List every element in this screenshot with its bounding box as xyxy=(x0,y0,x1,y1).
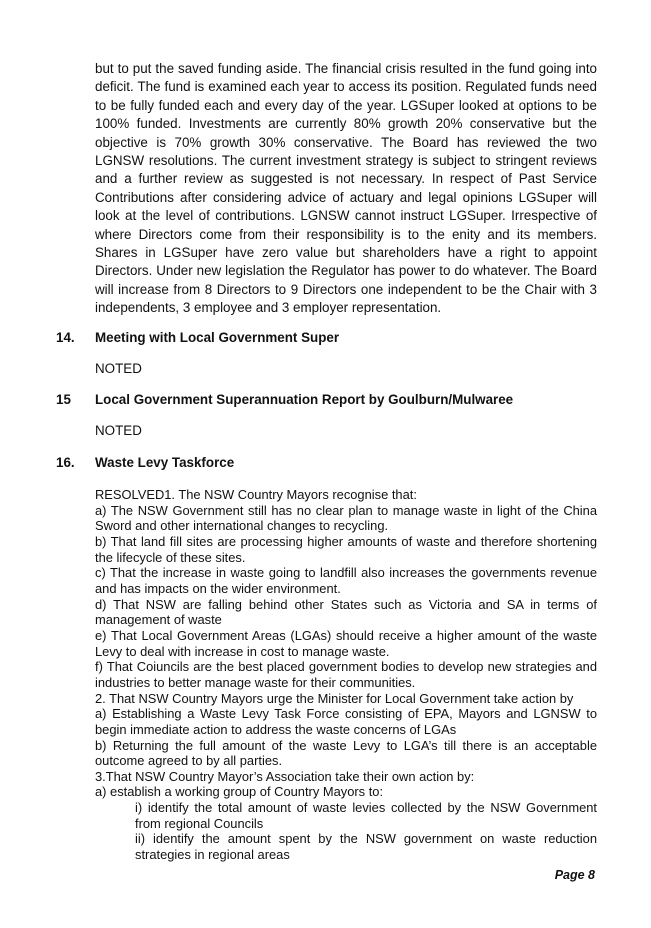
resolution-point-e: e) That Local Government Areas (LGAs) should receive a higher amount of the waste Levy to deal with increase in cost to manage waste. xyxy=(95,627,597,659)
intro-paragraph: but to put the saved funding aside. The financial crisis resulted in the fund going into deficit. The fund is examined each year to access its position. Regulated funds need to be fully funded each and every day of the year. LGSuper looked at options to be 100% funded. Investments are currently 80% growth 20% conservative but the objective is 70% growth 30% conservative. The Board has reviewed the two LGNSW resolutions. The current investment strategy is subject to stringent reviews and a further review as suggested is not necessary. In respect of Past Service Contributions after considering advice of actuary and legal opinions LGSuper will look at the level of contributions. LGNSW cannot instruct LGSuper. Irrespective of where Directors come from their responsibility is to the enity and its members. Shares in LGSuper have zero value but shareholders have a right to appoint Directors. Under new legislation the Regulator has power to do whatever. The Board will increase from 8 Directors to 9 Directors one independent to be the Chair with 3 independents, 3 employee and 3 employer representation. xyxy=(95,61,597,316)
resolution-point-2a: a) Establishing a Waste Levy Task Force consisting of EPA, Mayors and LGNSW to begin immediate action to address the waste concerns of LGAs xyxy=(95,706,597,737)
resolution-point-2b: b) Returning the full amount of the waste Levy to LGA’s till there is an acceptable outcome agreed to by all parties. xyxy=(95,737,597,769)
item-15-number: 15 xyxy=(56,392,71,407)
resolution-point-3a: a) establish a working group of Country Mayors to: xyxy=(95,784,384,800)
resolution-point-a: a) The NSW Government still has no clear plan to manage waste in light of the China Sword and other international changes to recycling. xyxy=(95,502,597,534)
item-15-heading xyxy=(56,392,513,407)
item-14-heading xyxy=(56,330,339,345)
resolution-point-3a-i: i) identify the total amount of waste levies collected by the NSW Government from regional Councils xyxy=(135,800,597,831)
resolution-point-3a-ii: ii) identify the amount spent by the NSW government on waste reduction strategies in regional areas xyxy=(135,831,597,863)
resolution-point-d: d) That NSW are falling behind other States such as Victoria and SA in terms of management of waste xyxy=(95,596,597,628)
resolution-point-2: 2. That NSW Country Mayors urge the Minister for Local Government take action by xyxy=(95,690,574,706)
item-16-heading xyxy=(56,455,234,470)
resolution-point-b: b) That land fill sites are processing higher amounts of waste and therefore shortening the lifecycle of these sites. xyxy=(95,533,597,565)
resolution-point-c: c) That the increase in waste going to landfill also increases the governments revenue and has impacts on the wider environment. xyxy=(95,565,597,596)
item-16-title: Waste Levy Taskforce xyxy=(95,455,235,470)
item-14-title: Meeting with Local Government Super xyxy=(95,330,340,345)
item-14-outcome: NOTED xyxy=(95,361,142,376)
item-16-number: 16. xyxy=(56,455,75,470)
item-15-title: Local Government Superannuation Report by Goulburn/Mulwaree xyxy=(95,392,514,407)
resolution-block xyxy=(95,487,597,863)
resolution-point-f: f) That Coiuncils are the best placed government bodies to develop new strategies and industries to better manage waste for their communities. xyxy=(95,659,597,690)
resolution-intro: RESOLVED1. The NSW Country Mayors recognise that: xyxy=(95,487,417,502)
resolution-point-3: 3.That NSW Country Mayor’s Association take their own action by: xyxy=(95,768,475,784)
item-14-number: 14. xyxy=(56,330,75,345)
page-number: Page 8 xyxy=(554,868,595,882)
item-15-outcome: NOTED xyxy=(95,423,142,438)
